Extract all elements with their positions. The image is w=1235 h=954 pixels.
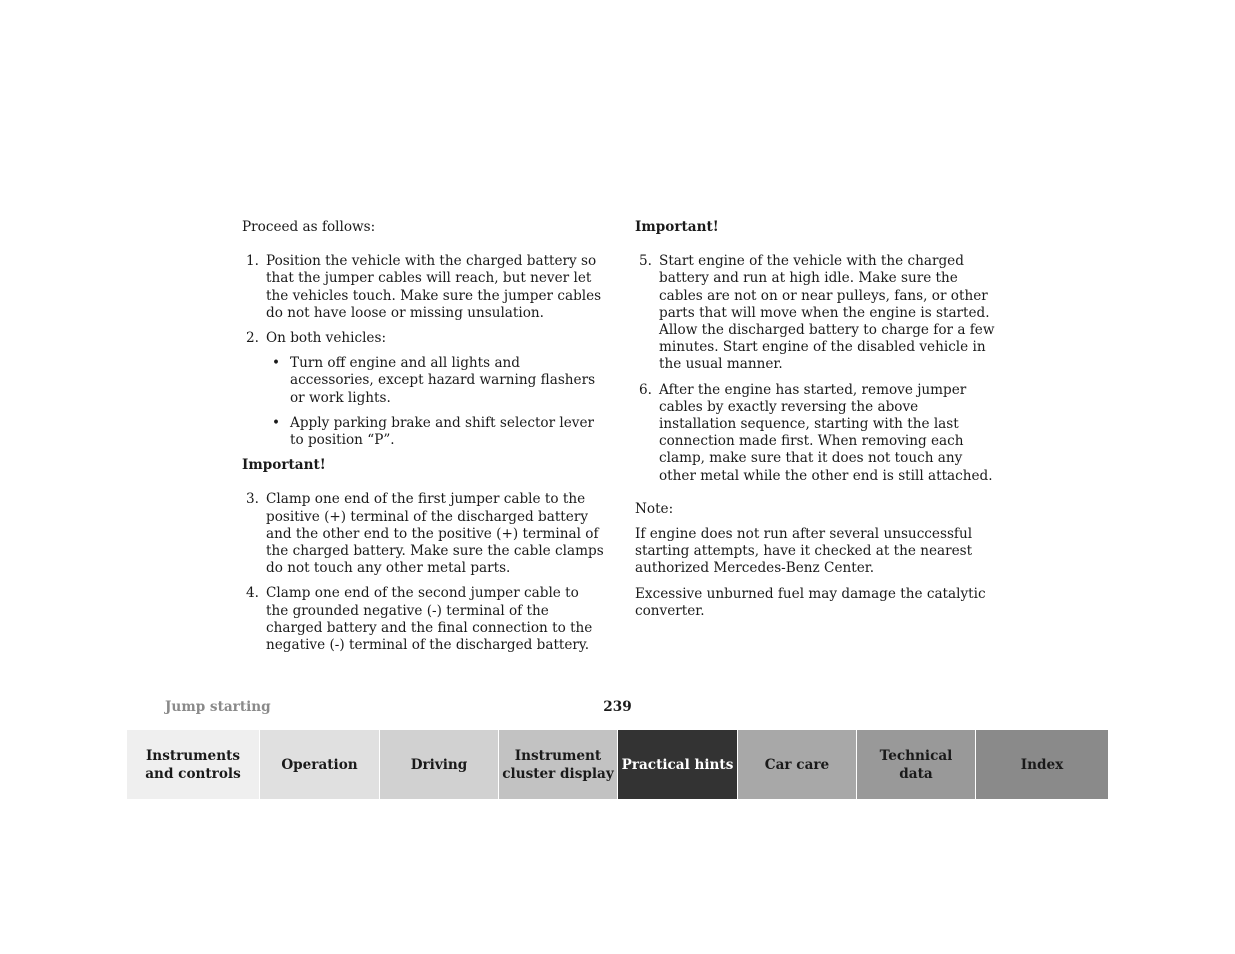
step-4 (242, 585, 604, 654)
left-column (242, 219, 604, 662)
step-text: Start engine of the vehicle with the charged battery and run at high idle. Make sure the cables are not on or near pulleys, fans, or other parts that will move when the engine is started. Allow the discharged battery to charge for a few minutes. Start engine of the disabled vehicle in the usual manner. (659, 253, 995, 373)
step-6 (635, 382, 997, 485)
tab-label: Operation (281, 756, 358, 773)
tab-label: Practical hints (621, 756, 734, 773)
bullet-item (266, 355, 604, 407)
step-text: Position the vehicle with the charged battery so that the jumper cables will reach, but never let the vehicles touch. Make sure the jumper cables do not have loose or missing unsulation. (266, 253, 602, 321)
bullet-text: Apply parking brake and shift selector lever to position “P”. (290, 414, 595, 449)
bullet-icon: • (272, 414, 281, 431)
tab-label: Car care (764, 756, 830, 773)
step-number: 6. (639, 381, 652, 398)
step-5 (635, 253, 997, 373)
tab-practical-hints[interactable] (617, 730, 737, 799)
step-text: After the engine has started, remove jumper cables by exactly reversing the above installation sequence, starting with the last connection made first. When removing each clamp, make sure that it does not touch any other metal while the other end is still attached. (659, 381, 993, 484)
step-number: 2. (246, 330, 259, 347)
section-title: Jump starting (165, 699, 271, 715)
tab-label: Technical data (879, 747, 953, 782)
bullet-list (266, 355, 604, 449)
tab-label: Instruments and controls (145, 747, 241, 782)
step-number: 5. (639, 253, 652, 270)
step-number: 3. (246, 491, 259, 508)
tab-label: Instrument cluster display (502, 747, 614, 782)
tab-index[interactable] (975, 730, 1108, 799)
tab-label: Index (1020, 756, 1064, 773)
page-number: 239 (603, 699, 632, 715)
step-text: Clamp one end of the second jumper cable to the grounded negative (-) terminal of the charged battery and the final connection to the negative (-) terminal of the discharged battery. (266, 585, 593, 654)
bullet-item (266, 415, 604, 449)
tab-label: Driving (410, 756, 468, 773)
important-heading: Important! (242, 457, 326, 474)
bullet-icon: • (272, 355, 281, 372)
step-number: 1. (246, 253, 259, 270)
tab-technical-data[interactable] (856, 730, 975, 799)
note-text: If engine does not run after several unsuccessful starting attempts, have it checked at the nearest authorized Mercedes-Benz Center. (635, 526, 973, 577)
note-text: Excessive unburned fuel may damage the catalytic converter. (635, 585, 986, 619)
step-2 (242, 330, 604, 449)
step-text: On both vehicles: (266, 330, 387, 347)
tab-instrument-cluster-display[interactable] (498, 730, 617, 799)
tab-driving[interactable] (379, 730, 498, 799)
step-1 (242, 253, 604, 322)
tab-car-care[interactable] (737, 730, 856, 799)
step-3 (242, 491, 604, 577)
bullet-text: Turn off engine and all lights and accessories, except hazard warning flashers or work lights. (290, 355, 596, 406)
tab-operation[interactable] (259, 730, 379, 799)
chapter-nav (127, 730, 1108, 799)
tab-instruments-and-controls[interactable] (127, 730, 259, 799)
step-number: 4. (246, 585, 259, 602)
important-heading: Important! (635, 219, 719, 235)
right-column (635, 219, 997, 628)
intro-text: Proceed as follows: (242, 219, 376, 235)
note-label: Note: (635, 500, 674, 517)
step-text: Clamp one end of the first jumper cable to the positive (+) terminal of the discharged battery and the other end to the positive (+) terminal of the charged battery. Make sure the cable clamps do not touch any other metal parts. (266, 491, 604, 577)
